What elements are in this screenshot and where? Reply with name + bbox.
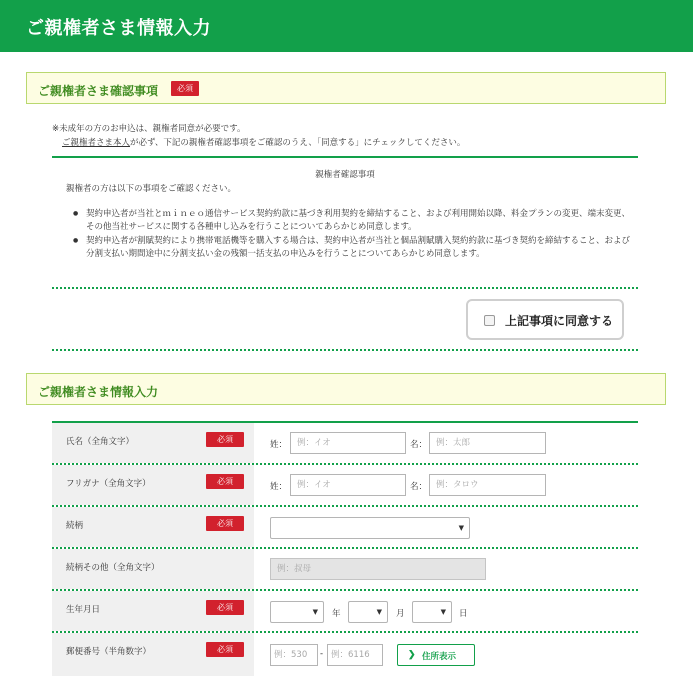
name-field-cell — [254, 423, 638, 463]
sei-kana-label: 姓： — [270, 482, 288, 492]
terms-intro: 親権者の方は以下の事項をご確認ください。 — [66, 184, 237, 194]
relation-label-cell — [52, 507, 254, 547]
postal-first-input[interactable] — [270, 644, 318, 666]
kana-label: フリガナ（全角文字） — [66, 479, 151, 489]
birth-year-select[interactable] — [270, 601, 324, 623]
caret-down-icon: ▼ — [376, 608, 382, 616]
sei-label: 姓： — [270, 440, 288, 450]
agree-checkbox[interactable] — [484, 315, 495, 326]
birthdate-label-cell — [52, 591, 254, 631]
notice-line-2 — [52, 136, 642, 150]
name-row — [52, 421, 638, 465]
info-section-header — [26, 373, 666, 405]
relation-label: 続柄 — [66, 521, 84, 531]
terms-heading: 親権者確認事項 — [315, 170, 375, 180]
relation-field-cell — [254, 507, 638, 547]
postal-second-input[interactable] — [327, 644, 383, 666]
relation-other-row — [52, 549, 638, 591]
last-name-input[interactable] — [290, 432, 406, 454]
relation-select[interactable] — [270, 517, 470, 539]
birthdate-field-cell — [254, 591, 638, 631]
day-unit: 日 — [459, 609, 468, 619]
required-badge: 必須 — [206, 432, 244, 447]
relation-other-label-cell — [52, 549, 254, 589]
terms-list — [86, 208, 631, 260]
relation-other-input[interactable] — [270, 558, 486, 580]
birth-month-select[interactable] — [348, 601, 388, 623]
required-badge: 必須 — [171, 81, 199, 96]
postal-label-cell — [52, 633, 254, 676]
confirm-section-header — [26, 72, 666, 104]
agree-label[interactable]: 上記事項に同意する — [505, 314, 614, 328]
notice-line-1: ※未成年の方のお申込は、親権者同意が必要です。 — [52, 124, 246, 134]
address-lookup-button[interactable] — [397, 644, 475, 666]
required-badge: 必須 — [206, 600, 244, 615]
mei-kana-label: 名： — [410, 482, 428, 492]
kana-label-cell — [52, 465, 254, 505]
required-badge: 必須 — [206, 474, 244, 489]
last-name-kana-input[interactable] — [290, 474, 406, 496]
kana-row — [52, 465, 638, 507]
name-label-cell — [52, 423, 254, 463]
postal-field-cell — [254, 633, 638, 676]
relation-other-label: 続柄その他（全角文字） — [66, 563, 160, 573]
info-section-title: ご親権者さま情報入力 — [38, 385, 159, 399]
caret-down-icon: ▼ — [312, 608, 318, 616]
relation-row — [52, 507, 638, 549]
agree-bottom-rule — [52, 349, 638, 351]
birthdate-label: 生年月日 — [66, 605, 101, 615]
relation-other-field-cell — [254, 549, 638, 589]
postal-separator: - — [320, 649, 324, 659]
required-badge: 必須 — [206, 516, 244, 531]
year-unit: 年 — [332, 609, 341, 619]
caret-down-icon: ▼ — [458, 524, 464, 532]
first-name-input[interactable] — [429, 432, 546, 454]
month-unit: 月 — [396, 609, 405, 619]
chevron-right-icon: ❯ — [408, 649, 416, 659]
postal-label: 郵便番号（半角数字） — [66, 647, 152, 657]
terms-bottom-rule — [52, 287, 638, 289]
terms-item: ● 契約申込者が当社とｍｉｎｅｏ通信サービス契約約款に基づき利用契約を締結すること、および利用開始以降、料金プランの変更、端末変更、その他当社サービスに関する各種申し込みを行うことについてあらかじめ同意します。 — [86, 208, 631, 233]
confirm-section-title: ご親権者さま確認事項 — [38, 84, 159, 98]
mei-label: 名： — [410, 440, 428, 450]
caret-down-icon: ▼ — [440, 608, 446, 616]
page-title: ご親権者さま情報入力 — [26, 18, 211, 39]
postal-row — [52, 633, 638, 676]
agree-checkbox-box[interactable] — [466, 299, 624, 340]
terms-top-rule — [52, 156, 638, 158]
page-header — [0, 0, 693, 52]
birthdate-row — [52, 591, 638, 633]
first-name-kana-input[interactable] — [429, 474, 546, 496]
kana-field-cell — [254, 465, 638, 505]
address-lookup-label: 住所表示 — [422, 651, 457, 661]
notice-line-2-text: が必ず、下記の親権者確認事項をご確認のうえ、「同意する」にチェックしてください。 — [130, 138, 466, 148]
notice-emphasis: ご親権者さま本人 — [62, 138, 131, 148]
minor-notice — [52, 122, 642, 150]
terms-item: ● 契約申込者が割賦契約により携帯電話機等を購入する場合は、契約申込者が当社と個品割賦購入契約約款に基づき契約を締結すること、および分割支払い期間途中に分割支払い金の残額一括支払の申込みを行うことについてあらかじめ同意します。 — [86, 235, 631, 260]
name-label: 氏名（全角文字） — [66, 437, 135, 447]
required-badge: 必須 — [206, 642, 244, 657]
birth-day-select[interactable] — [412, 601, 452, 623]
